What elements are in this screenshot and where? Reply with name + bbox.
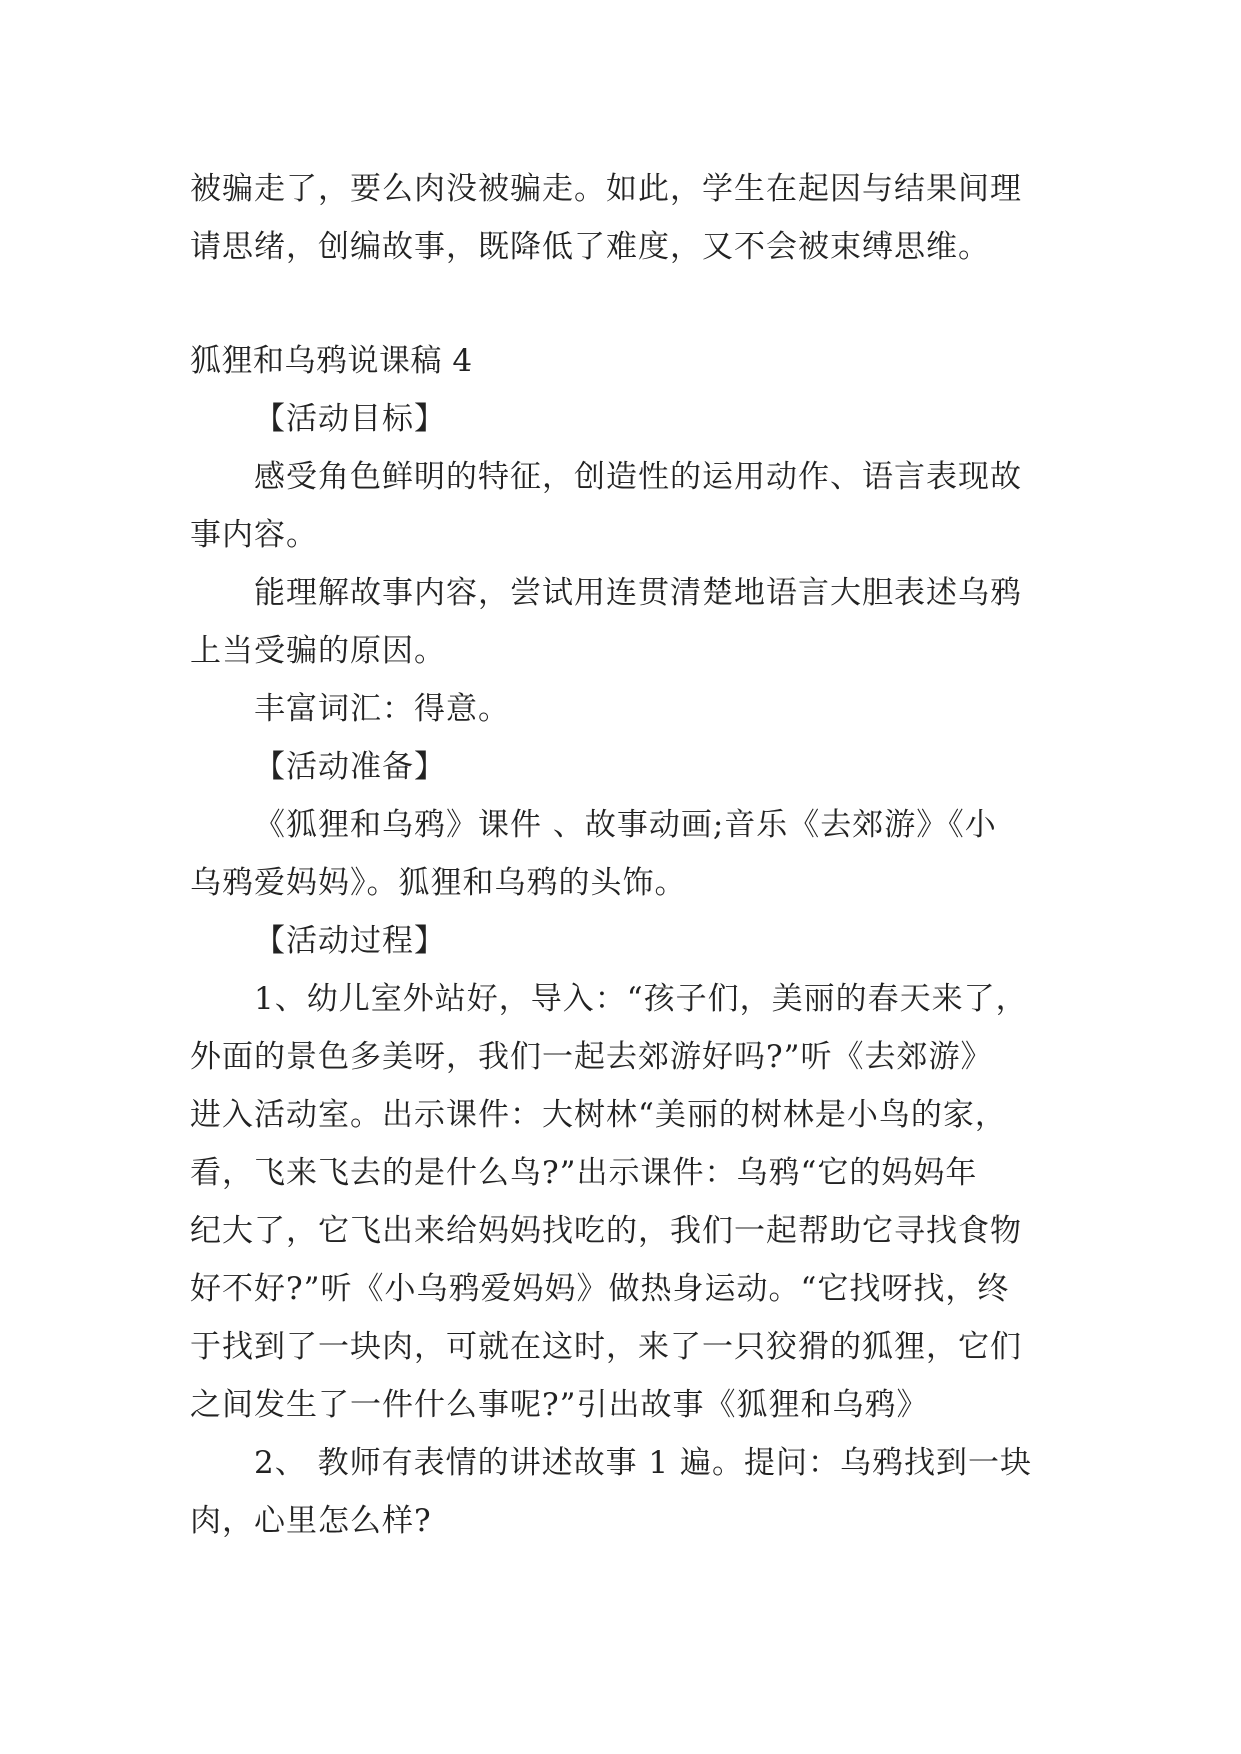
paragraph-line: 进入活动室。出示课件：大树林“美丽的树林是小鸟的家， [190,1097,1007,1133]
paragraph-line: 请思绪，创编故事，既降低了难度，又不会被束缚思维。 [190,229,990,265]
paragraph-line: 感受角色鲜明的特征，创造性的运用动作、语言表现故 [254,459,1022,495]
paragraph-line: 纪大了，它飞出来给妈妈找吃的，我们一起帮助它寻找食物 [190,1213,1022,1249]
paragraph-line: 上当受骗的原因。 [190,633,446,669]
document-body [190,160,1070,1550]
paragraph-line: 能理解故事内容，尝试用连贯清楚地语言大胆表述乌鸦 [254,575,1022,611]
section-body [190,390,1070,1550]
paragraph-line: 之间发生了一件什么事呢?”引出故事《狐狸和乌鸦》 [190,1387,929,1423]
paragraph-line: 于找到了一块肉，可就在这时，来了一只狡猾的狐狸，它们 [190,1329,1022,1365]
paragraph-line: 1、幼儿室外站好，导入：“孩子们，美丽的春天来了， [254,981,1028,1017]
paragraph-line: 外面的景色多美呀，我们一起去郊游好吗?”听《去郊游》 [190,1039,993,1075]
paragraph-line: 【活动过程】 [254,923,446,959]
paragraph-line: 被骗走了，要么肉没被骗走。如此，学生在起因与结果间理 [190,171,1022,207]
paragraph-line: 肉，心里怎么样? [190,1503,432,1539]
paragraph-line: 《狐狸和乌鸦》课件 、故事动画;音乐《去郊游》《小 [254,807,997,843]
section-title: 狐狸和乌鸦说课稿 4 [190,343,473,379]
paragraph-line: 2、 教师有表情的讲述故事 1 遍。提问：乌鸦找到一块 [254,1445,1033,1481]
section-gap [190,276,1070,332]
paragraph-line: 【活动准备】 [254,749,446,785]
paragraph-line: 乌鸦爱妈妈》。狐狸和乌鸦的头饰。 [190,865,687,901]
paragraph-line: 【活动目标】 [254,401,446,437]
paragraph-line: 好不好?”听《小乌鸦爱妈妈》做热身运动。“它找呀找，终 [190,1271,1010,1307]
paragraph-line: 丰富词汇：得意。 [254,691,510,727]
paragraph-line: 看，飞来飞去的是什么鸟?”出示课件：乌鸦“它的妈妈年 [190,1155,978,1191]
paragraph-line: 事内容。 [190,517,318,553]
